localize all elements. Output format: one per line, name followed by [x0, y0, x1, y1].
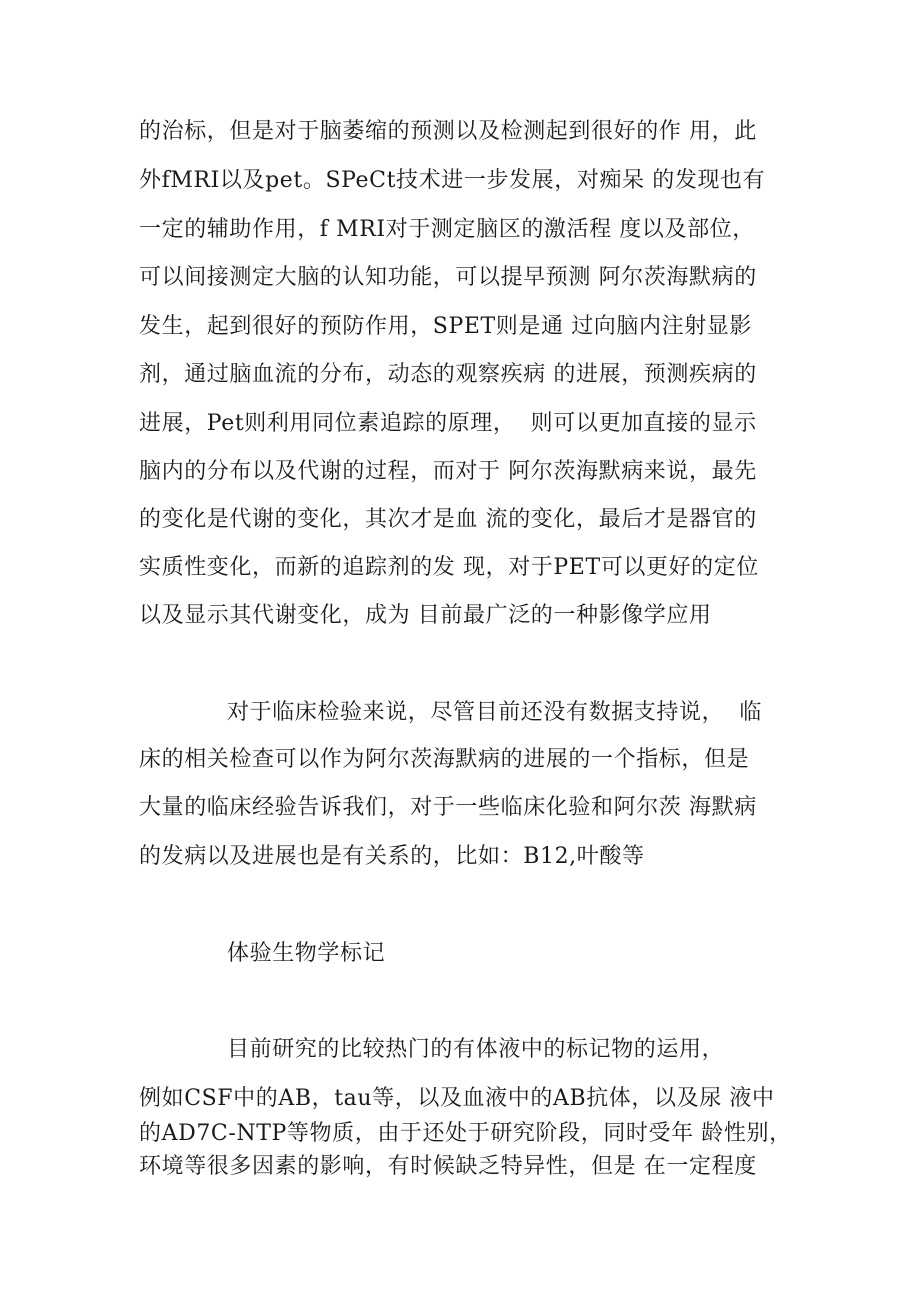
- paragraph-4-line-2: 例如CSF中的AB，tau等，以及血液中的AB抗体，以及尿 液中: [139, 1086, 775, 1111]
- paragraph-2-line-3: 大量的临床经验告诉我们，对于一些临床化验和阿尔茨 海默病: [139, 795, 757, 820]
- paragraph-4-line-1: 目前研究的比较热门的有体液中的标记物的运用，: [227, 1037, 725, 1062]
- section-heading: 体验生物学标记: [227, 941, 386, 966]
- paragraph-1-line-10: 实质性变化，而新的追踪剂的发 现，对于PET可以更好的定位: [139, 555, 759, 580]
- paragraph-2-line-2: 床的相关检查可以作为阿尔茨海默病的进展的一个指标，但是: [139, 747, 750, 772]
- paragraph-1-line-2: 外fMRI以及pet。SPeCt技术进一步发展，对痴呆 的发现也有: [139, 168, 766, 193]
- paragraph-1-line-4: 可以间接测定大脑的认知功能，可以提早预测 阿尔茨海默病的: [139, 265, 757, 290]
- paragraph-1-line-3: 一定的辅助作用，f MRI对于测定脑区的激活程 度以及部位，: [139, 217, 755, 242]
- paragraph-1-line-6: 剂，通过脑血流的分布，动态的观察疾病 的进展，预测疾病的: [139, 362, 757, 387]
- paragraph-1-line-5: 发生，起到很好的预防作用，SPET则是通 过向脑内注射显影: [139, 314, 753, 339]
- paragraph-4-line-4: 环境等很多因素的影响，有时候缺乏特异性，但是 在一定程度: [139, 1154, 757, 1179]
- paragraph-1-line-11: 以及显示其代谢变化，成为 目前最广泛的一种影像学应用: [139, 603, 712, 628]
- paragraph-1-line-9: 的变化是代谢的变化，其次才是血 流的变化，最后才是器官的: [139, 507, 757, 532]
- paragraph-1-line-7: 进展，Pet则利用同位素追踪的原理， 则可以更加直接的显示: [139, 411, 757, 436]
- paragraph-4-line-3: 的AD7C-NTP等物质，由于还处于研究阶段，同时受年 龄性别，: [139, 1121, 792, 1146]
- paragraph-1-line-1: 的治标，但是对于脑萎缩的预测以及检测起到很好的作 用，此: [139, 119, 757, 144]
- paragraph-2-line-4: 的发病以及进展也是有关系的，比如：B12,叶酸等: [139, 844, 645, 869]
- paragraph-1-line-8: 脑内的分布以及代谢的过程，而对于 阿尔茨海默病来说，最先: [139, 459, 757, 484]
- paragraph-2-line-1: 对于临床检验来说，尽管目前还没有数据支持说， 临: [227, 700, 762, 725]
